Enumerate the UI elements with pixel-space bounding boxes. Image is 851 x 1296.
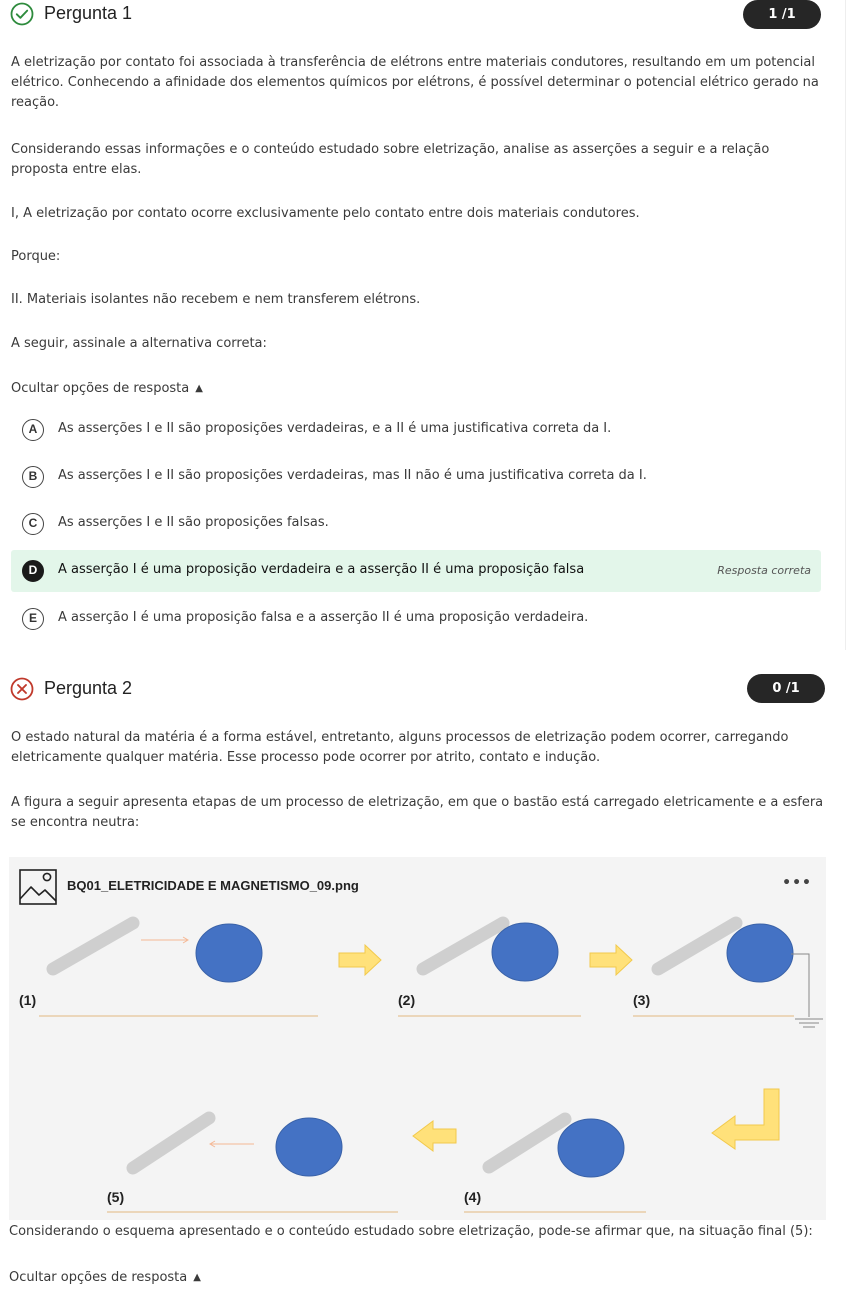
toggle-label: Ocultar opções de resposta bbox=[11, 381, 190, 396]
hide-answers-toggle[interactable] bbox=[11, 381, 203, 396]
toggle-label: Ocultar opções de resposta bbox=[9, 1270, 188, 1285]
question-text: A eletrização por contato foi associada à transferência de elétrons entre materiais condutores, resultando em um potencial elétrico. Conhecendo a afinidade dos elementos químicos por elétrons, é possível determinar o potencial elétrico gerado na reação. bbox=[11, 55, 819, 110]
answer-option-c[interactable] bbox=[11, 503, 821, 545]
option-text: As asserções I e II são proposições falsas. bbox=[58, 515, 329, 530]
correct-answer-tag: Resposta correta bbox=[717, 564, 811, 577]
question-text: Considerando o esquema apresentado e o conteúdo estudado sobre eletrização, pode-se afirmar que, na situação final (5): bbox=[9, 1224, 813, 1239]
step-arrow-left bbox=[413, 1121, 456, 1151]
option-text: A asserção I é uma proposição falsa e a asserção II é uma proposição verdadeira. bbox=[58, 610, 589, 625]
sphere bbox=[492, 923, 558, 981]
question-title: Pergunta 1 bbox=[44, 3, 133, 23]
option-letter: E bbox=[22, 608, 44, 630]
image-filename: BQ01_ELETRICIDADE E MAGNETISMO_09.png bbox=[67, 878, 359, 893]
x-circle-icon bbox=[10, 677, 34, 701]
hide-answers-toggle[interactable] bbox=[9, 1270, 201, 1285]
answer-option-d[interactable] bbox=[11, 550, 821, 592]
question-title: Pergunta 2 bbox=[44, 678, 133, 698]
answer-option-b[interactable] bbox=[11, 456, 821, 498]
scrollbar[interactable] bbox=[845, 0, 851, 650]
option-letter: C bbox=[22, 513, 44, 535]
option-letter: D bbox=[22, 560, 44, 582]
option-text: A asserção I é uma proposição verdadeira e a asserção II é uma proposição falsa bbox=[58, 562, 585, 577]
ground-wire bbox=[791, 954, 809, 1017]
step-label: (3) bbox=[633, 992, 651, 1008]
sphere bbox=[558, 1119, 624, 1177]
question-text: O estado natural da matéria é a forma estável, entretanto, alguns processos de eletrização podem ocorrer, carregando eletricamente qualquer matéria. Esse processo pode ocorrer por atrito, contato e indução. bbox=[11, 730, 789, 765]
rod bbox=[423, 923, 503, 969]
question-text: Porque: bbox=[11, 249, 61, 264]
rod bbox=[489, 1119, 565, 1167]
question-text: II. Materiais isolantes não recebem e nem transferem elétrons. bbox=[11, 292, 421, 307]
electrization-diagram bbox=[9, 857, 826, 1220]
question-text: A figura a seguir apresenta etapas de um processo de eletrização, em que o bastão está carregado eletricamente e a esfera se encontra neutra: bbox=[11, 795, 824, 830]
question-1-header bbox=[0, 0, 851, 30]
step-label: (2) bbox=[398, 992, 416, 1008]
step-arrow-right bbox=[590, 945, 632, 975]
option-text: As asserções I e II são proposições verdadeiras, e a II é uma justificativa correta da I. bbox=[58, 421, 612, 436]
rod bbox=[133, 1118, 209, 1168]
sphere bbox=[727, 924, 793, 982]
answer-option-e[interactable] bbox=[11, 598, 821, 640]
option-letter: A bbox=[22, 419, 44, 441]
question-text: Considerando essas informações e o conteúdo estudado sobre eletrização, analise as asserções a seguir e a relação proposta entre elas. bbox=[11, 142, 770, 177]
sphere bbox=[276, 1118, 342, 1176]
rod bbox=[658, 923, 736, 969]
question-text: A seguir, assinale a alternativa correta: bbox=[11, 336, 267, 351]
step-arrow-right bbox=[339, 945, 381, 975]
question-text: I, A eletrização por contato ocorre exclusivamente pelo contato entre dois materiais condutores. bbox=[11, 206, 640, 221]
step-label: (1) bbox=[19, 992, 37, 1008]
question-2-header bbox=[0, 674, 851, 704]
sphere bbox=[196, 924, 262, 982]
check-circle-icon bbox=[10, 2, 34, 26]
image-attachment bbox=[9, 857, 826, 1220]
rod bbox=[53, 923, 133, 969]
step-arrow-turn bbox=[712, 1089, 779, 1149]
score-badge: 0 /1 bbox=[747, 674, 825, 703]
chevron-up-icon: ▲ bbox=[193, 1272, 201, 1283]
option-text: As asserções I e II são proposições verdadeiras, mas II não é uma justificativa correta da I. bbox=[58, 468, 647, 483]
step-label: (4) bbox=[464, 1189, 482, 1205]
more-options-icon[interactable]: ••• bbox=[782, 875, 812, 891]
step-label: (5) bbox=[107, 1189, 125, 1205]
option-letter: B bbox=[22, 466, 44, 488]
chevron-up-icon: ▲ bbox=[195, 383, 203, 394]
answer-option-a[interactable] bbox=[11, 409, 821, 451]
score-badge: 1 /1 bbox=[743, 0, 821, 29]
